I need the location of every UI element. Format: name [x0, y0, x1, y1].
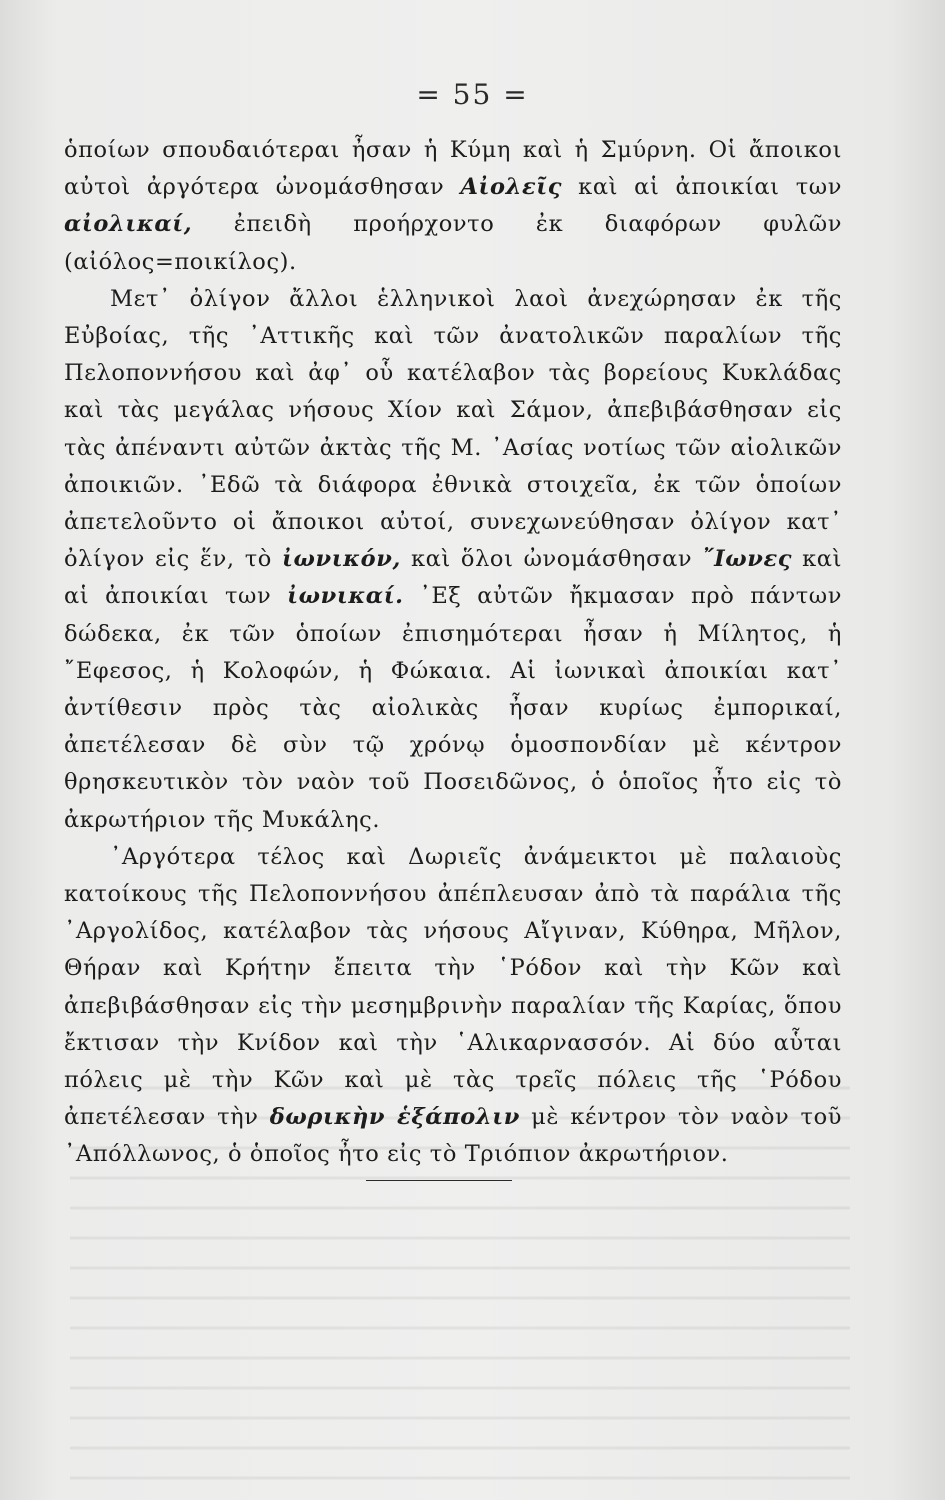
- text-run: ᾽Εξ αὐτῶν ἤκμασαν πρὸ πάντων δώδεκα, ἐκ τῶν ὁποίων ἐπισημότεραι ἦσαν ἡ Μίλητος, ἡ ῎Εφεσος, ἡ Κολοφών, ἡ Φώκαια. Αἱ ἰωνικαὶ ἀποικίαι κατ᾽ ἀντίθεσιν πρὸς τὰς αἰολικὰς ἦσαν κυρίως ἐμπορικαί, ἀπετέλεσαν δὲ σὺν τῷ χρόνῳ ὁμοσπονδίαν μὲ κέντρον θρησκευτικὸν τὸν ναὸν τοῦ Ποσειδῶνος, ὁ ὁποῖος ἦτο εἰς τὸ ἀκρωτήριον τῆς Μυκάλης.: [64, 583, 842, 833]
- emphasized-term: ἰωνικαί.: [287, 583, 404, 610]
- emphasized-term: δωρικὴν ἑξάπολιν: [269, 1104, 520, 1131]
- emphasized-term: ῎Ιωνες: [702, 546, 793, 573]
- body-text: [64, 132, 842, 1174]
- text-run: καὶ αἱ ἀποικίαι των: [64, 546, 842, 610]
- paragraph: [64, 132, 842, 281]
- section-divider-rule: [366, 1180, 512, 1181]
- text-run: ᾽Αργότερα τέλος καὶ Δωριεῖς ἀνάμεικτοι μὲ παλαιοὺς κατοίκους τῆς Πελοποννήσου ἀπέπλευσαν ἀπὸ τὰ παράλια τῆς ᾽Αργολίδος, κατέλαβον τὰς νήσους Αἴγιναν, Κύθηρα, Μῆλον, Θήραν καὶ Κρήτην ἔπειτα τὴν ῾Ρόδον καὶ τὴν Κῶν καὶ ἀπεβιβάσθησαν εἰς τὴν μεσημβρινὴν παραλίαν τῆς Καρίας, ὅπου ἔκτισαν τὴν Κνίδον καὶ τὴν ῾Αλικαρνασσόν. Αἱ δύο αὗται πόλεις μὲ τὴν Κῶν καὶ μὲ τὰς τρεῖς πόλεις τῆς ῾Ρόδου ἀπετέλεσαν τὴν: [64, 843, 842, 1131]
- paragraph: [64, 281, 842, 839]
- paragraph: [64, 839, 842, 1174]
- emphasized-term: ἰωνικόν,: [281, 546, 401, 573]
- text-run: καὶ ὅλοι ὠνομάσθησαν: [400, 546, 703, 573]
- text-run: ὁποίων σπουδαιότεραι ἦσαν ἡ Κύμη καὶ ἡ Σμύρνη. Οἱ ἄποικοι αὐτοὶ ἀργότερα ὠνομάσθησαν: [64, 137, 842, 201]
- text-run: μὲ κέντρον τὸν ναὸν τοῦ ᾽Απόλλωνος, ὁ ὁποῖος ἦτο εἰς τὸ Τριόπιον ἀκρωτήριον.: [64, 1104, 842, 1168]
- page-number: = 55 =: [416, 78, 529, 111]
- text-run: Μετ᾽ ὀλίγον ἄλλοι ἑλληνικοὶ λαοὶ ἀνεχώρησαν ἐκ τῆς Εὐβοίας, τῆς ᾽Αττικῆς καὶ τῶν ἀνατολικῶν παραλίων τῆς Πελοποννήσου καὶ ἀφ᾽ οὗ κατέλαβον τὰς βορείους Κυκλάδας καὶ τὰς μεγάλας νήσους Χίον καὶ Σάμον, ἀπεβιβάσθησαν εἰς τὰς ἀπέναντι αὐτῶν ἀκτὰς τῆς Μ. ᾽Ασίας νοτίως τῶν αἰολικῶν ἀποικιῶν. ᾽Εδῶ τὰ διάφορα ἐθνικὰ στοιχεῖα, ἐκ τῶν ὁποίων ἀπετελοῦντο οἱ ἄποικοι αὐτοί, συνεχωνεύθησαν ὀλίγον κατ᾽ ὀλίγον εἰς ἕν, τὸ: [64, 285, 842, 573]
- text-run: καὶ αἱ ἀποικίαι των: [562, 174, 842, 201]
- emphasized-term: Αἰολεῖς: [460, 174, 563, 201]
- text-run: ἐπειδὴ προήρχοντο ἐκ διαφόρων φυλῶν (αἰόλος=ποικίλος).: [64, 211, 842, 275]
- emphasized-term: αἰολικαί,: [64, 211, 193, 238]
